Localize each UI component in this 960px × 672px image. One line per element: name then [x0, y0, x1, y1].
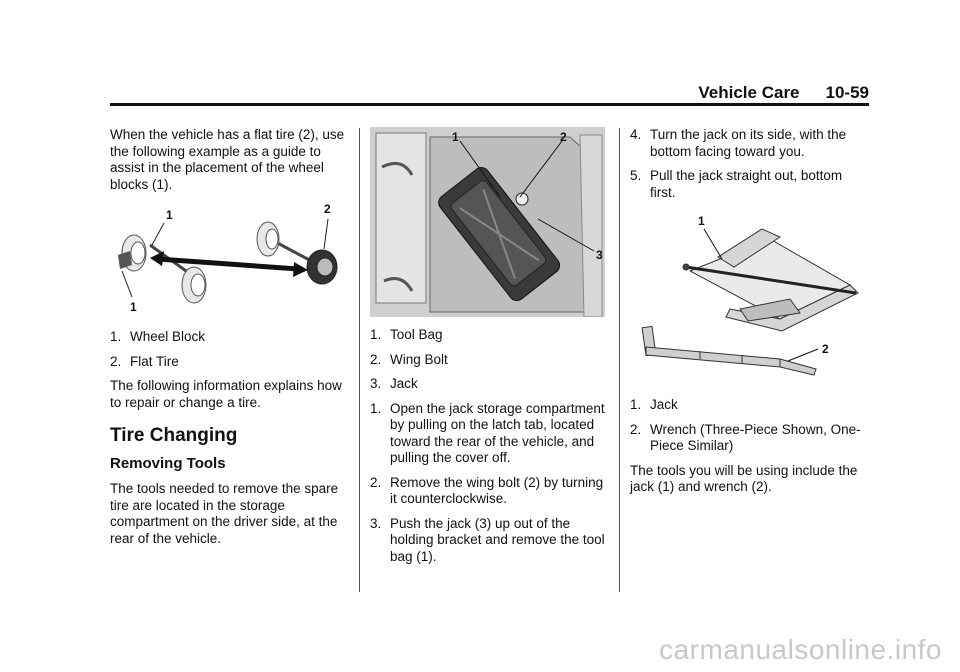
legend-item: 2. Wing Bolt — [370, 351, 448, 367]
step-item: 3. Push the jack (3) up out of the holding bracket and remove the tool bag (1). — [370, 515, 605, 564]
page-number: 10-59 — [825, 83, 869, 102]
storage-compartment-figure — [370, 127, 605, 317]
header-rule — [110, 103, 869, 106]
site-watermark: carmanualsonline.info — [659, 634, 942, 665]
callout-tool-bag: 1 — [452, 130, 459, 144]
step-item: 1. Open the jack storage compartment by pulling on the latch tab, located toward the rear of the vehicle, and pulling the cover off. — [370, 400, 605, 465]
callout-wrench: 2 — [822, 342, 829, 356]
jack-wrench-figure — [630, 209, 870, 387]
callout-1-lower: 1 — [130, 300, 137, 314]
callout-2: 2 — [324, 202, 331, 216]
tools-summary-paragraph: The tools you will be using include the jack (1) and wrench (2). — [630, 462, 858, 494]
tools-paragraph: The tools needed to remove the spare tire are located in the storage compartment on the driver side, at the rear of the vehicle. — [110, 481, 339, 546]
callout-jack: 3 — [596, 248, 603, 262]
callout-jack: 1 — [698, 214, 705, 228]
column-3 — [630, 127, 870, 504]
legend-item: 1. Jack — [630, 397, 678, 412]
step-item: 4. Turn the jack on its side, with the bottom facing toward you. — [630, 127, 847, 159]
legend-item: 2. Flat Tire — [110, 353, 179, 369]
section-heading: Tire Changing — [110, 425, 238, 446]
info-paragraph: The following information explains how to repair or change a tire. — [110, 378, 342, 410]
intro-paragraph: When the vehicle has a flat tire (2), use the following example as a guide to assist in the placement of the wheel blocks (1). — [110, 127, 345, 192]
callout-1: 1 — [166, 208, 173, 222]
column-divider — [619, 128, 620, 592]
jack-wrench-illustration — [630, 209, 870, 387]
column-1 — [110, 127, 350, 555]
column-2 — [370, 127, 608, 573]
column-divider — [359, 128, 360, 592]
section-title: Vehicle Care — [698, 83, 800, 102]
storage-compartment-illustration — [370, 127, 605, 317]
flat-tire — [307, 250, 337, 284]
page-header — [110, 82, 869, 104]
wheel-block-figure — [110, 201, 350, 319]
subsection-heading: Removing Tools — [110, 455, 226, 472]
legend-item: 2. Wrench (Three-Piece Shown, One-Piece Similar) — [630, 421, 861, 453]
legend-item: 1. Wheel Block — [110, 329, 206, 344]
scissor-jack — [683, 229, 858, 331]
step-item: 5. Pull the jack straight out, bottom first. — [630, 168, 843, 200]
wheel-rear-left — [182, 267, 206, 303]
callout-wing-bolt: 2 — [560, 130, 567, 144]
legend-item: 3. Jack — [370, 376, 418, 391]
step-item: 2. Remove the wing bolt (2) by turning it counterclockwise. — [370, 474, 604, 506]
jack-wrench — [642, 326, 816, 375]
wheel-front-right — [257, 222, 279, 256]
legend-item: 1. Tool Bag — [370, 327, 443, 342]
wheel-block-illustration — [110, 201, 350, 319]
